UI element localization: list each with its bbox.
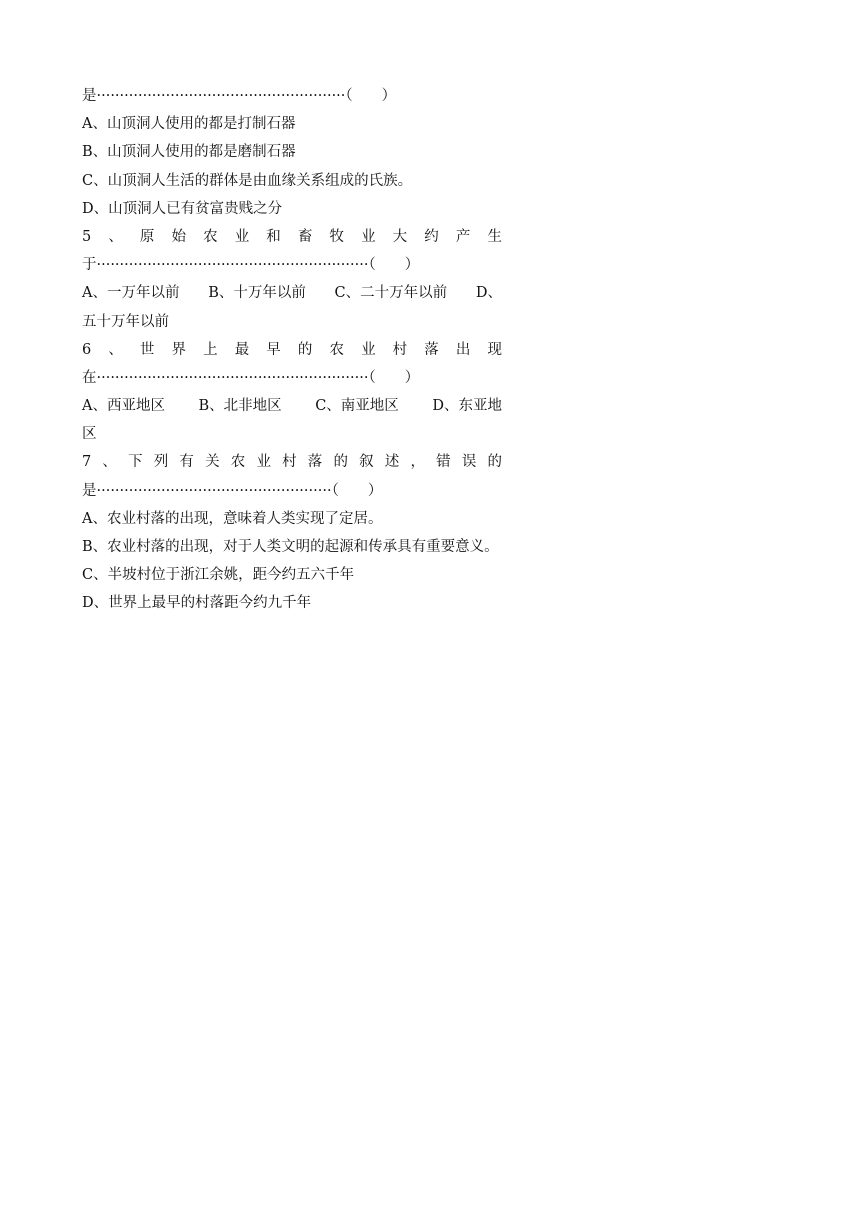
q6-option-d-wrap: 区 xyxy=(82,426,97,443)
q7-stem-char: 落 xyxy=(307,454,323,471)
q5-stem-char: 大 xyxy=(392,228,408,245)
q7-stem-char: 错 xyxy=(436,454,451,471)
q5-option-c: C、二十万年以前 xyxy=(334,285,448,302)
q7-stem xyxy=(82,448,502,476)
q7-stem-char: 村 xyxy=(282,454,297,471)
q5-stem-char: 5 xyxy=(82,228,92,245)
q7-stem-char: 叙 xyxy=(359,454,374,471)
q7-option-a: A、农业村落的出现，意味着人类实现了定居。 xyxy=(82,510,383,527)
q5-stem-char: 业 xyxy=(361,228,376,245)
question-sheet xyxy=(82,82,502,618)
q7-stem-char: 的 xyxy=(333,454,348,471)
q6-stem-char: 落 xyxy=(424,341,439,358)
q6-stem-char: 最 xyxy=(234,341,250,358)
q6-stem-char: 界 xyxy=(171,341,187,358)
q6-option-c: C、南亚地区 xyxy=(315,398,399,415)
q4-option-a: A、山顶洞人使用的都是打制石器 xyxy=(82,116,296,133)
q5-stem xyxy=(82,223,502,251)
q7-stem-char: 列 xyxy=(153,454,169,471)
q6-stem-continuation: 在···························································（ ） xyxy=(82,369,420,386)
q6-option-d: D、东亚地 xyxy=(432,398,502,415)
q5-stem-char: 约 xyxy=(424,228,439,245)
q4-stem-continuation: 是······················································（ ） xyxy=(82,88,397,104)
q5-option-d-wrap: 五十万年以前 xyxy=(82,313,169,330)
q7-stem-char: ， xyxy=(410,454,425,471)
q6-stem-char: 上 xyxy=(203,341,218,358)
q5-stem-char: 业 xyxy=(234,228,250,245)
q6-stem-char: 世 xyxy=(139,341,155,358)
q6-options-row xyxy=(82,392,502,420)
q6-stem-char: 、 xyxy=(108,341,123,358)
q7-stem-char: 的 xyxy=(487,454,502,471)
q7-stem-char: 述 xyxy=(384,454,400,471)
q5-stem-char: 生 xyxy=(487,228,502,245)
q6-stem-char: 村 xyxy=(392,341,408,358)
q5-stem-char: 畜 xyxy=(297,228,313,245)
q5-stem-char: 始 xyxy=(171,228,187,245)
q7-stem-char: 业 xyxy=(256,454,271,471)
q7-stem-char: 农 xyxy=(230,454,246,471)
q4-option-d: D、山顶洞人已有贫富贵贱之分 xyxy=(82,200,283,217)
q7-stem-char: 、 xyxy=(102,454,117,471)
q7-option-c: C、半坡村位于浙江余姚，距今约五六千年 xyxy=(82,567,355,584)
q7-stem-char: 7 xyxy=(82,454,92,471)
q6-stem-char: 现 xyxy=(487,341,502,358)
q6-stem-char: 早 xyxy=(266,341,281,358)
q5-stem-char: 牧 xyxy=(329,228,344,245)
q6-stem xyxy=(82,336,502,364)
q5-stem-char: 农 xyxy=(203,228,218,245)
q5-stem-char: 和 xyxy=(266,228,281,245)
q5-stem-char: 原 xyxy=(139,228,155,245)
q5-option-b: B、十万年以前 xyxy=(208,285,306,302)
q5-stem-char: 产 xyxy=(455,228,471,245)
q5-option-d: D、 xyxy=(475,285,502,302)
q7-stem-char: 下 xyxy=(128,454,143,471)
q6-stem-char: 6 xyxy=(82,341,92,358)
q4-option-b: B、山顶洞人使用的都是磨制石器 xyxy=(82,144,296,161)
q7-option-b: B、农业村落的出现，对于人类文明的起源和传承具有重要意义。 xyxy=(82,539,499,555)
q6-stem-char: 的 xyxy=(297,341,313,358)
q5-stem-continuation: 于···························································（ ） xyxy=(82,257,420,274)
q7-stem-char: 有 xyxy=(179,454,194,471)
q5-options-row xyxy=(82,279,502,307)
q6-stem-char: 业 xyxy=(361,341,376,358)
q7-stem-char: 关 xyxy=(205,454,220,471)
q5-option-a: A、一万年以前 xyxy=(82,285,180,302)
q4-option-c: C、山顶洞人生活的群体是由血缘关系组成的氏族。 xyxy=(82,172,413,189)
q6-option-a: A、西亚地区 xyxy=(82,398,165,415)
q7-stem-char: 误 xyxy=(461,454,477,471)
q7-stem-continuation: 是···················································（ ） xyxy=(82,482,383,499)
q6-stem-char: 农 xyxy=(329,341,344,358)
q6-option-b: B、北非地区 xyxy=(198,398,282,415)
q5-stem-char: 、 xyxy=(108,228,123,245)
q6-stem-char: 出 xyxy=(455,341,471,358)
q7-option-d: D、世界上最早的村落距今约九千年 xyxy=(82,595,312,612)
